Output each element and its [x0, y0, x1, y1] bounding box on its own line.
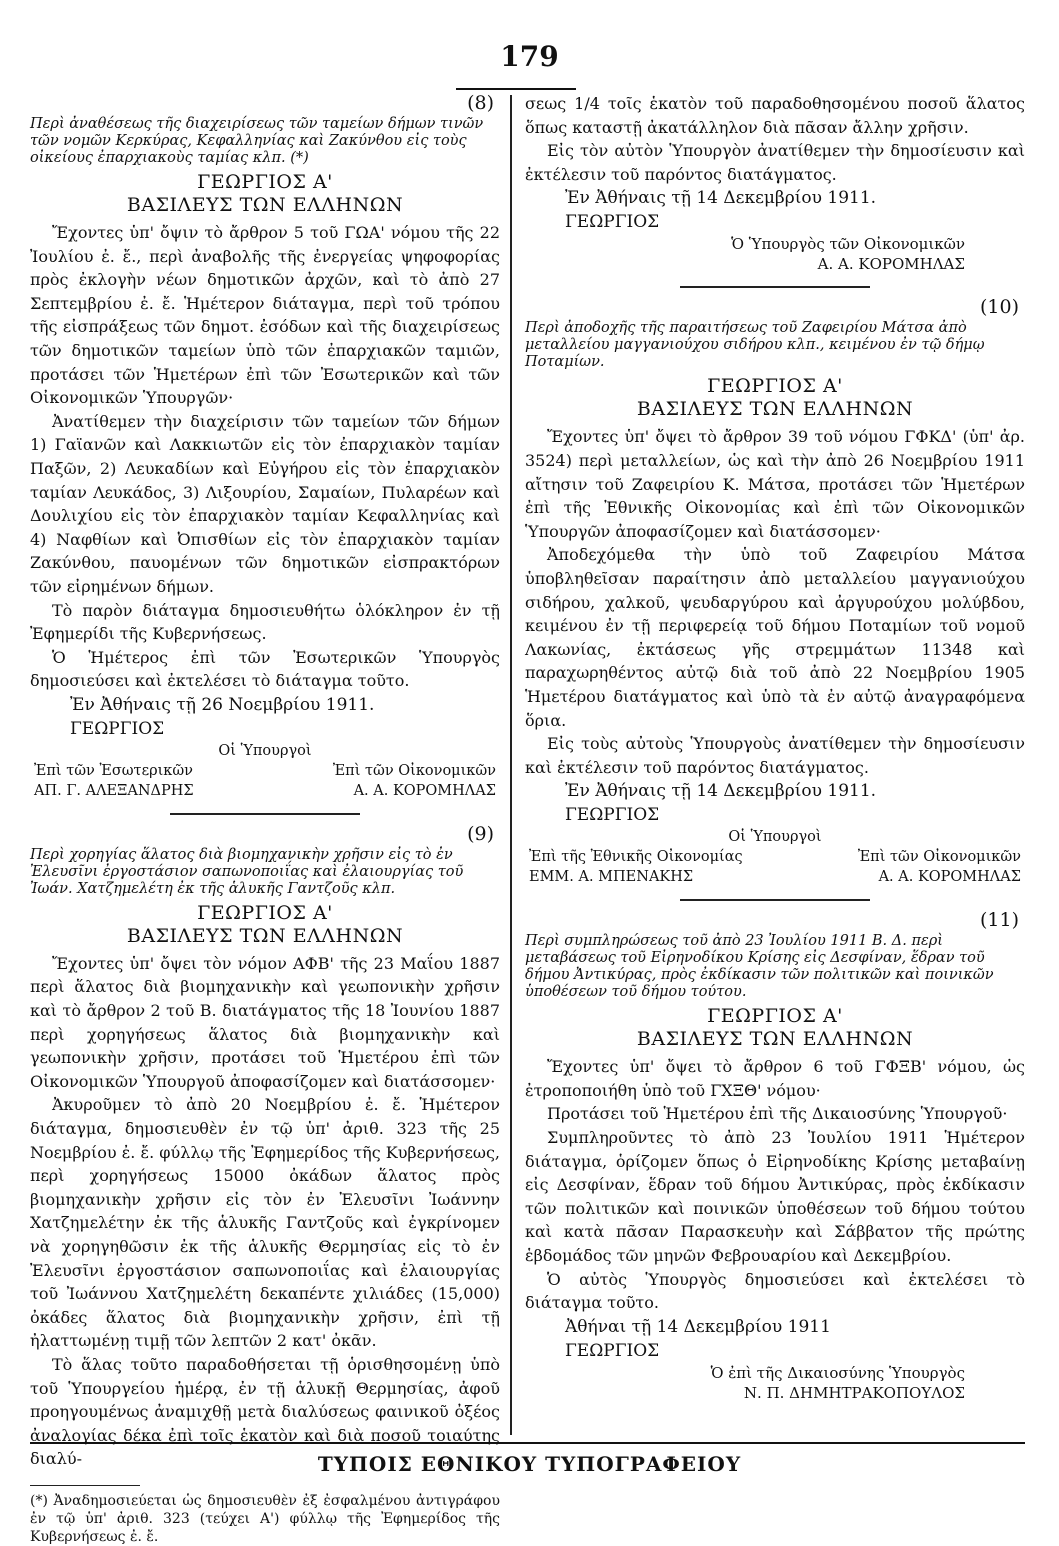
paragraph: Ἔχοντες ὑπ' ὄψει τὸ ἄρθρον 6 τοῦ ΓΦΞΒ' νόμου, ὡς ἐτροποποιήθη ὑπὸ τοῦ ΓΧΞΘ' νόμου· [525, 1057, 1025, 1100]
left-column [30, 92, 500, 1546]
signature: ΓΕΩΡΓΙΟΣ [565, 1340, 660, 1361]
minister-roles [525, 847, 1025, 867]
minister-role: Ἐπὶ τῶν Ἐσωτερικῶν [34, 762, 193, 779]
minister-names [30, 781, 500, 801]
ministers-label: Οἱ Ὑπουργοὶ [728, 829, 822, 846]
minister-role: Ἐπὶ τῶν Οἰκονομικῶν [857, 849, 1021, 866]
minister-name: Α. Α. ΚΟΡΟΜΗΛΑΣ [817, 255, 965, 274]
section-divider [680, 899, 870, 901]
decree-number: (8) [467, 92, 494, 114]
paragraph: Προτάσει τοῦ Ἡμετέρου ἐπὶ τῆς Δικαιοσύνης Ὑπουργοῦ· [547, 1104, 1008, 1124]
decree-number: (11) [979, 909, 1019, 932]
right-column [525, 92, 1025, 1403]
decree-10 [525, 296, 1025, 887]
minister-name: Ν. Π. ΔΗΜΗΤΡΑΚΟΠΟΥΛΟΣ [743, 1383, 965, 1402]
paragraph: Τὸ ἅλας τοῦτο παραδοθήσεται τῇ ὁρισθησομένῃ ὑπὸ τοῦ Ὑπουργείου ἡμέρᾳ, ἐν τῇ ἁλυκῇ Θερμησίας, ἀφοῦ προηγουμένως ἀναμιχθῇ μετὰ διαλύσεως φαινικοῦ ὀξέος ἀναλογίας δέκα ἐπὶ τοῖς ἑκατὸν καὶ διὰ ποσοῦ τοιαύτης διαλύ- [30, 1354, 500, 1469]
decree-11 [525, 909, 1025, 1403]
king-title: ΒΑΣΙΛΕΥΣ ΤΩΝ ΕΛΛΗΝΩΝ [636, 398, 914, 421]
king-title: ΒΑΣΙΛΕΥΣ ΤΩΝ ΕΛΛΗΝΩΝ [636, 1028, 914, 1051]
decree-9-continued [525, 92, 1025, 274]
paragraph: Ὁ αὐτὸς Ὑπουργὸς δημοσιεύσει καὶ ἐκτελέσει τὸ διάταγμα τοῦτο. [525, 1269, 1025, 1313]
page-number: 179 [500, 40, 559, 73]
paragraph: Ἔχοντες ὑπ' ὄψει τὸ ἄρθρον 39 τοῦ νόμου ΓΦΚΔ' (ὑπ' ἀρ. 3524) περὶ μεταλλείων, ὡς καὶ τὴν ἀπὸ 26 Νοεμβρίου 1911 αἴτησιν τοῦ Ζαφειρίου Κ. Μάτσα, προτάσει τῶν Ἡμετέρων ἐπὶ τῆς Ἐθνικῆς Οἰκονομίας καὶ ἐπὶ τῶν Οἰκονομικῶν Ὑπουργῶν ἀποφασίζομεν καὶ διατάσσομεν· [525, 427, 1025, 541]
minister-names [525, 867, 1025, 887]
paragraph: Ἀκυροῦμεν τὸ ἀπὸ 20 Νοεμβρίου ἐ. ἔ. Ἡμέτερον διάταγμα, δημοσιευθὲν ἐν τῷ ὑπ' ἀριθ. 323 τῆς 25 Νοεμβρίου ἐ. ἔ. φύλλῳ τῆς Ἐφημερίδος τῆς Κυβερνήσεως, περὶ χορηγήσεως 15000 ὀκάδων ἅλατος πρὸς βιομηχανικὴν χρῆσιν εἰς τὸν ἐν Ἐλευσῖνι Ἰωάννην Χατζημελέτην ἐκ τῆς ἁλυκῆς Γαντζοῦς καὶ ἐγκρίνομεν νὰ χορηγηθῶσιν ἐκ τῆς ἁλυκῆς Θερμησίας εἰς τὸ ἐν Ἐλευσῖνι ἐργοστάσιον σαπωνοποιΐας καὶ ἐλαιουργίας τοῦ Ἰωάννου Χατζημελέτη δεκαπέντε χιλιάδες (15,000) ὀκάδες ἅλατος διὰ βιομηχανικὴν χρῆσιν, ἐπὶ τῇ ἠλαττωμένῃ τιμῇ τῶν λεπτῶν 2 κατ' ὀκᾶν. [30, 1095, 500, 1351]
footnote-rule [30, 1485, 140, 1486]
king-title: ΒΑΣΙΛΕΥΣ ΤΩΝ ΕΛΛΗΝΩΝ [126, 924, 404, 947]
decree-number: (9) [467, 822, 494, 845]
decree-subject: Περὶ συμπληρώσεως τοῦ ἀπὸ 23 Ἰουλίου 1911 Β. Δ. περὶ μεταβάσεως τοῦ Εἰρηνοδίκου Κρίσης εἰς Δεσφίναν, ἕδραν τοῦ δήμου Ἀντικύρας, πρὸς ἐκδίκασιν τῶν πολιτικῶν καὶ ποινικῶν ὑποθέσεων τοῦ δήμου τούτου. [525, 933, 994, 1001]
paragraph: Εἰς τὸν αὐτὸν Ὑπουργὸν ἀνατίθεμεν τὴν δημοσίευσιν καὶ ἐκτέλεσιν τοῦ παρόντος διατάγματος. [525, 141, 1025, 184]
column-divider [510, 95, 512, 1435]
paragraph: Ἔχοντες ὑπ' ὄψιν τὸ ἄρθρον 5 τοῦ ΓΩΑ' νόμου τῆς 22 Ἰουλίου ἐ. ἔ., περὶ ἀναβολῆς τῆς ἐνεργείας ψηφοφορίας πρὸς ἐκλογὴν νέων δημοτικῶν ἀρχῶν, καὶ τὸ ἀπὸ 27 Σεπτεμβρίου ἐ. ἔ. Ἡμέτερον διάταγμα, περὶ τοῦ τρόπου τῆς εἰσπράξεως τῶν δημοτ. ἐσόδων καὶ τῆς διαχειρίσεως τῶν δημοτικῶν ταμείων ὑπὸ τῶν ἐπαρχιακῶν ταμιῶν, προτάσει τῶν Ἡμετέρων ἐπὶ τῶν Ἐσωτερικῶν καὶ τῶν Οἰκονομικῶν Ὑπουργῶν· [30, 223, 500, 408]
paragraph: Ἀποδεχόμεθα τὴν ὑπὸ τοῦ Ζαφειρίου Μάτσα ὑποβληθεῖσαν παραίτησιν ἀπὸ μεταλλείου μαγγανιούχου σιδήρου, χαλκοῦ, ψευδαργύρου καὶ ἀργυρούχου μολύβδου, κειμένου ἐν τῇ περιφερείᾳ τοῦ δήμου Ποταμίων τοῦ νομοῦ Λακωνίας, ἐκτάσεως γῆς στρεμμάτων 11348 καὶ παραχωρηθέντος αὐτῷ διὰ τοῦ ἀπὸ 22 Νοεμβρίου 1905 Ἡμετέρου διατάγματος καὶ ὑπὸ τὰ ἐν αὐτῷ ἀναγραφόμενα ὅρια. [525, 545, 1025, 730]
decree-date: Ἐν Ἀθήναις τῇ 14 Δεκεμβρίου 1911. [565, 188, 877, 209]
paragraph: σεως 1/4 τοῖς ἑκατὸν τοῦ παραδοθησομένου ποσοῦ ἅλατος ὅπως καταστῇ ἀκατάλληλον διὰ πᾶσαν ἄλλην χρῆσιν. [525, 94, 1025, 137]
minister-role: Ὁ Ὑπουργὸς τῶν Οἰκονομικῶν [731, 235, 965, 254]
decree-number: (10) [979, 296, 1019, 319]
king-name: ΓΕΩΡΓΙΟΣ Α' [197, 901, 333, 924]
paragraph: Συμπληροῦντες τὸ ἀπὸ 23 Ἰουλίου 1911 Ἡμέτερον διάταγμα, ὁρίζομεν ὅπως ὁ Εἰρηνοδίκης Κρίσης μεταβαίνῃ εἰς Δεσφίναν, ἕδραν τοῦ δήμου Ἀντικύρας, πρὸς ἐκδίκασιν τῶν πολιτικῶν καὶ ποινικῶν ὑποθέσεων τοῦ δήμου τούτου καὶ κατὰ πᾶσαν Παρασκευὴν καὶ Σάββατον τῆς πρώτης ἑβδομάδος τῶν μηνῶν Φεβρουαρίου καὶ Δεκεμβρίου. [525, 1128, 1025, 1266]
footnote: (*) Ἀναδημοσιεύεται ὡς δημοσιευθὲν ἐξ ἐσφαλμένου ἀντιγράφου ἐν τῷ ὑπ' ἀριθ. 323 (τεύχει Α') φύλλῳ τῆς Ἐφημερίδος τῆς Κυβερνήσεως ἐ. ἔ. [30, 1492, 500, 1545]
paragraph: Ἔχοντες ὑπ' ὄψει τὸν νόμον ΑΦΒ' τῆς 23 Μαΐου 1887 περὶ ἅλατος διὰ βιομηχανικὴν καὶ γεωπονικὴν χρῆσιν καὶ τὸ ἄρθρον 2 τοῦ Β. διατάγματος τῆς 18 Ἰουνίου 1887 περὶ χορηγήσεως ἅλατος διὰ βιομηχανικὴν καὶ γεωπονικὴν χρῆσιν, προτάσει τοῦ Ἡμετέρου ἐπὶ τῶν Οἰκονομικῶν Ὑπουργοῦ ἀποφασίζομεν καὶ διατάσσομεν· [30, 953, 500, 1091]
decree-9 [30, 823, 500, 1546]
signature: ΓΕΩΡΓΙΟΣ [565, 212, 660, 233]
king-name: ΓΕΩΡΓΙΟΣ Α' [707, 375, 843, 398]
header-rule [456, 88, 576, 90]
printer-imprint: ΤΥΠΟΙΣ ΕΘΝΙΚΟΥ ΤΥΠΟΓΡΑΦΕΙΟΥ [317, 1452, 742, 1476]
decree-8 [30, 92, 500, 801]
king-name: ΓΕΩΡΓΙΟΣ Α' [197, 171, 333, 193]
signature: ΓΕΩΡΓΙΟΣ [70, 718, 165, 739]
signature: ΓΕΩΡΓΙΟΣ [565, 805, 660, 826]
minister-name: Α. Α. ΚΟΡΟΜΗΛΑΣ [353, 782, 496, 799]
decree-date: Ἀθήναι τῇ 14 Δεκεμβρίου 1911 [565, 1316, 831, 1337]
minister-role: Ἐπὶ τῶν Οἰκονομικῶν [332, 762, 496, 779]
paragraph: Ὁ Ἡμέτερος ἐπὶ τῶν Ἐσωτερικῶν Ὑπουργὸς δημοσιεύσει καὶ ἐκτελέσει τὸ διάταγμα τοῦτο. [30, 647, 500, 691]
paragraph: Ἀνατίθεμεν τὴν διαχείρισιν τῶν ταμείων τῶν δήμων 1) Γαϊανῶν καὶ Λακκιωτῶν εἰς τὸν ἐπαρχιακὸν ταμίαν Παξῶν, 2) Λευκαδίων καὶ Εὐγήρου εἰς τὸν ἐπαρχιακὸν ταμίαν Λευκάδος, 3) Λιξουρίου, Σαμαίων, Πυλαρέων καὶ Δουλιχίου εἰς τὸν ἐπαρχιακὸν ταμίαν Κεφαλληνίας καὶ 4) Ναφθίων καὶ Ὀπισθίων εἰς τὸν ἐπαρχιακὸν ταμίαν Ζακύνθου, παυομένων τῶν δημοτικῶν εἰσπρακτόρων τῶν εἰρημένων δήμων. [30, 411, 500, 596]
section-divider [680, 286, 870, 288]
decree-subject: Περὶ ἀναθέσεως τῆς διαχειρίσεως τῶν ταμείων δήμων τινῶν τῶν νομῶν Κερκύρας, Κεφαλληνίας καὶ Ζακύνθου εἰς τοὺς οἰκείους ἐπαρχιακοὺς ταμίας κλπ. (*) [30, 116, 484, 166]
decree-date: Ἐν Ἀθήναις τῇ 26 Νοεμβρίου 1911. [70, 694, 375, 715]
paragraph: Εἰς τοὺς αὐτοὺς Ὑπουργοὺς ἀνατίθεμεν τὴν δημοσίευσιν καὶ ἐκτέλεσιν τοῦ παρόντος διατάγματος. [525, 734, 1025, 777]
section-divider [170, 813, 360, 815]
king-title: ΒΑΣΙΛΕΥΣ ΤΩΝ ΕΛΛΗΝΩΝ [126, 194, 404, 216]
king-name: ΓΕΩΡΓΙΟΣ Α' [707, 1005, 843, 1028]
minister-roles [30, 761, 500, 781]
decree-subject: Περὶ ἀποδοχῆς τῆς παραιτήσεως τοῦ Ζαφειρίου Μάτσα ἀπὸ μεταλλείου μαγγανιούχου σιδήρου κλπ., κειμένου ἐν τῷ δήμῳ Ποταμίων. [525, 320, 985, 371]
minister-name: ΑΠ. Γ. ΑΛΕΞΑΝΔΡΗΣ [34, 782, 194, 799]
decree-subject: Περὶ χορηγίας ἅλατος διὰ βιομηχανικὴν χρῆσιν εἰς τὸ ἐν Ἐλευσῖνι ἐργοστάσιον σαπωνοποιΐας καὶ ἐλαιουργίας τοῦ Ἰωάν. Χατζημελέτη ἐκ τῆς ἁλυκῆς Γαντζοῦς κλπ. [30, 846, 464, 897]
minister-name: ΕΜΜ. Α. ΜΠΕΝΑΚΗΣ [529, 869, 694, 886]
minister-role: Ἐπὶ τῆς Ἐθνικῆς Οἰκονομίας [529, 849, 743, 866]
decree-date: Ἐν Ἀθήναις τῇ 14 Δεκεμβρίου 1911. [565, 781, 877, 802]
ministers-label: Οἱ Ὑπουργοὶ [218, 742, 312, 759]
minister-name: Α. Α. ΚΟΡΟΜΗΛΑΣ [878, 869, 1021, 886]
minister-role: Ὁ ἐπὶ τῆς Δικαιοσύνης Ὑπουργὸς [710, 1363, 965, 1382]
footer-rule [30, 1442, 1025, 1444]
paragraph: Τὸ παρὸν διάταγμα δημοσιευθήτω ὁλόκληρον ἐν τῇ Ἐφημερίδι τῆς Κυβερνήσεως. [30, 600, 500, 644]
